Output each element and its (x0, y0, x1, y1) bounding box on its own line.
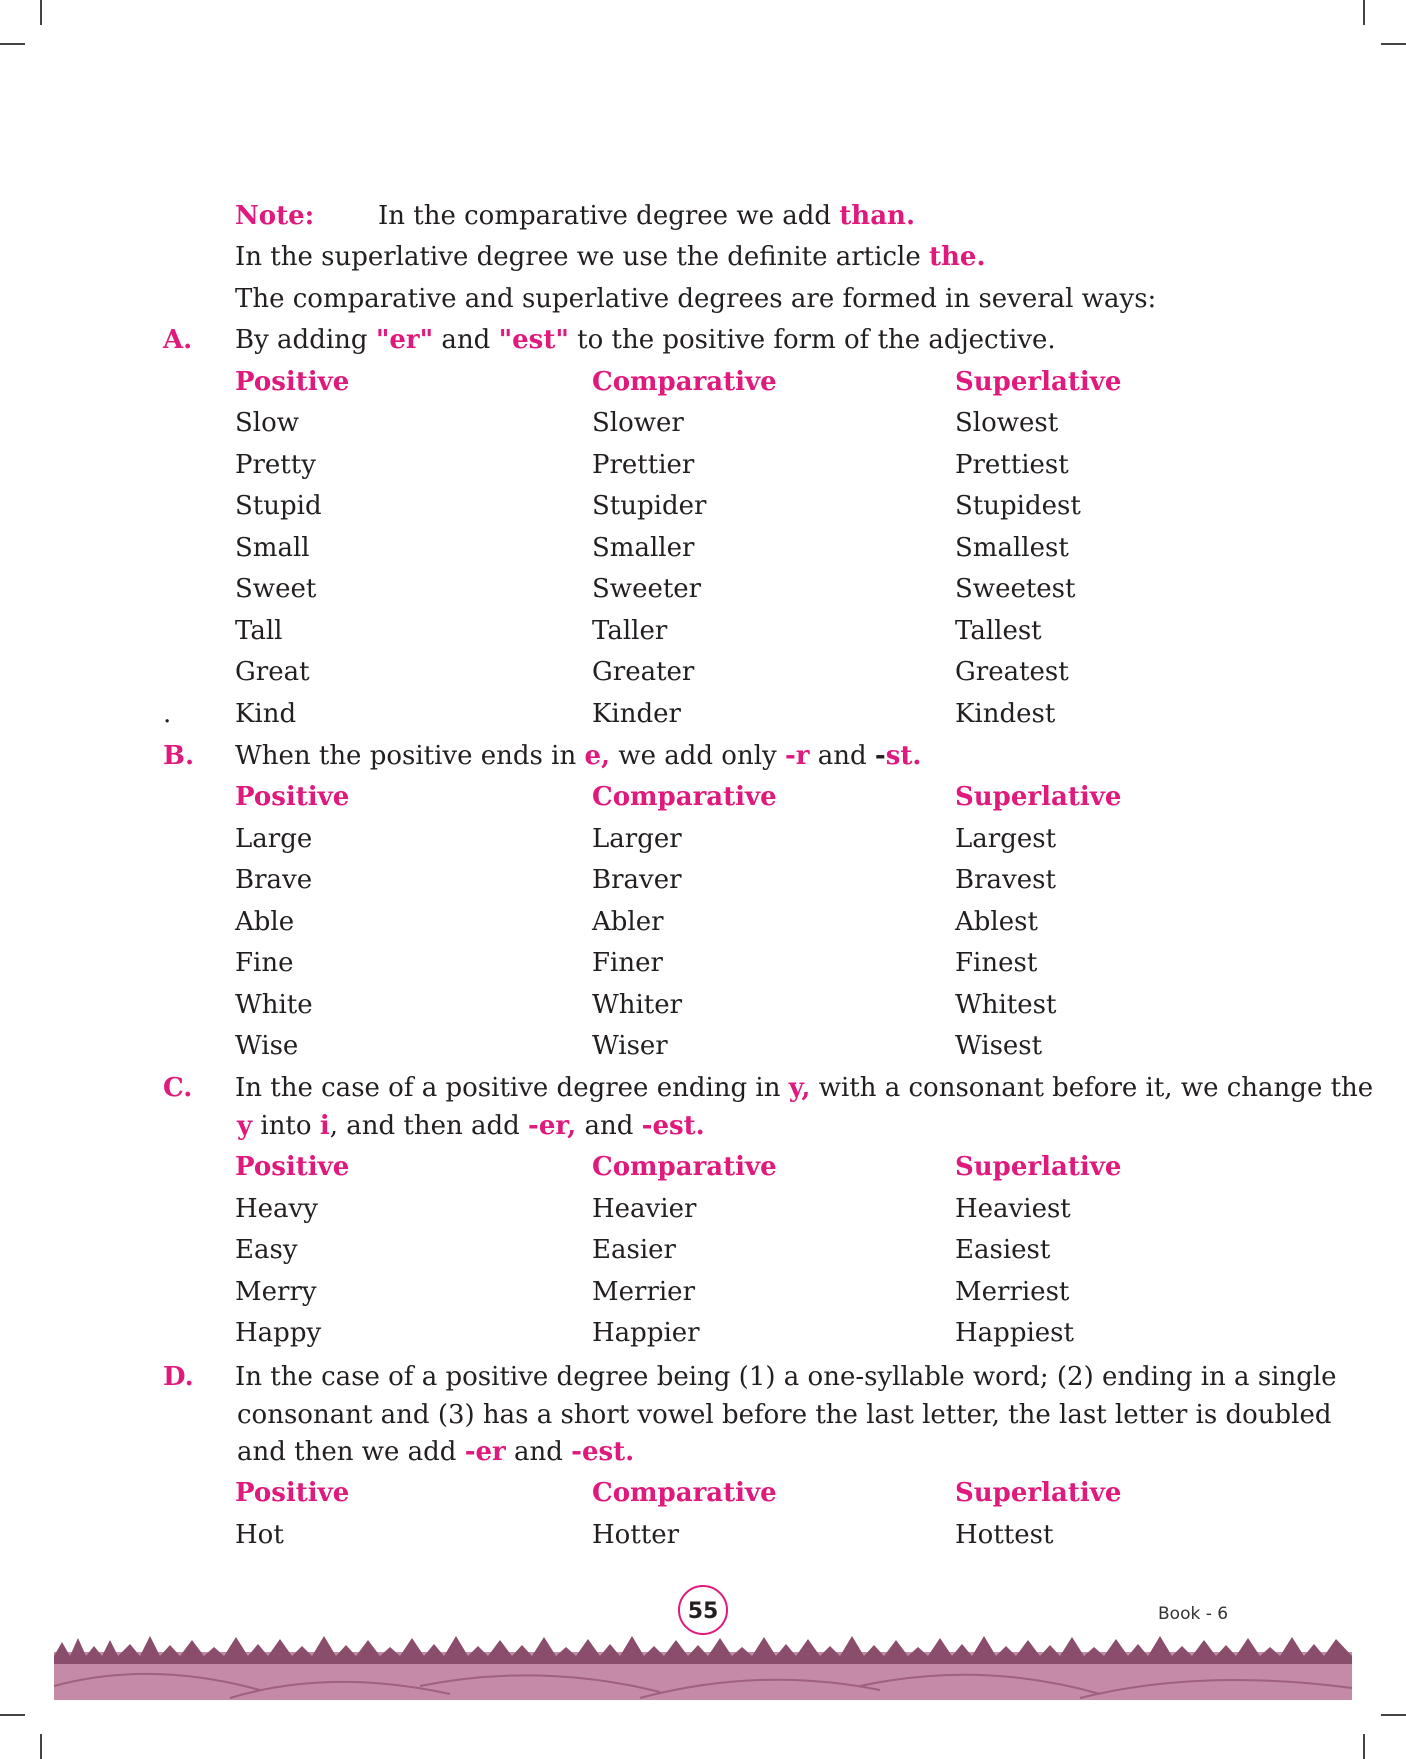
note-label: Note: (235, 201, 315, 231)
crop-mark-top-right-v (1363, 0, 1365, 25)
positive-word: Great (235, 657, 310, 687)
table-row (0, 445, 1406, 486)
section-c-marker: C. (163, 1073, 193, 1103)
section-c-heading-line-1: C. In the case of a positive degree ending in y, with a consonant before it, we change the (0, 1068, 1406, 1109)
positive-word: Hot (235, 1520, 284, 1550)
section-b-marker: B. (163, 741, 195, 771)
crop-mark-top-right-h (1381, 43, 1406, 45)
superlative-word: Easiest (955, 1235, 1051, 1265)
table-row (0, 403, 1406, 444)
header-positive: Positive (235, 782, 350, 812)
superlative-word: Heaviest (955, 1194, 1071, 1224)
crop-mark-bottom-left-v (40, 1734, 42, 1759)
positive-word: Large (235, 824, 313, 854)
crop-mark-bottom-right-v (1363, 1734, 1365, 1759)
table-row (0, 902, 1406, 943)
superlative-word: Ablest (955, 907, 1038, 937)
positive-word: Kind (235, 699, 297, 729)
comparative-word: Heavier (592, 1194, 697, 1224)
superlative-word: Sweetest (955, 574, 1076, 604)
comparative-word: Slower (592, 408, 684, 438)
superlative-word: Happiest (955, 1318, 1074, 1348)
table-row (0, 1515, 1406, 1556)
positive-word: Heavy (235, 1194, 318, 1224)
positive-word: Tall (235, 616, 283, 646)
positive-word: Able (235, 907, 295, 937)
section-a-marker: A. (163, 325, 193, 355)
note-line-2 (0, 237, 1406, 278)
crop-mark-bottom-left-h (0, 1714, 25, 1716)
comparative-word: Whiter (592, 990, 683, 1020)
table-row (0, 1272, 1406, 1313)
comparative-word: Sweeter (592, 574, 702, 604)
comparative-word: Abler (592, 907, 664, 937)
note-line-3 (0, 279, 1406, 320)
section-d-marker: D. (163, 1362, 194, 1392)
header-superlative: Superlative (955, 367, 1122, 397)
table-row (0, 486, 1406, 527)
section-d-heading-line-3: and then we add -er and -est. (237, 1437, 635, 1467)
header-comparative: Comparative (592, 1152, 777, 1182)
positive-word: Wise (235, 1031, 299, 1061)
comparative-word: Finer (592, 948, 663, 978)
section-b-heading: B. When the positive ends in e, we add only -r and -st. (0, 736, 1406, 777)
section-a-heading: A. By adding "er" and "est" to the positive form of the adjective. (0, 320, 1406, 361)
crop-mark-bottom-right-h (1381, 1714, 1406, 1716)
header-comparative: Comparative (592, 1478, 777, 1508)
superlative-word: Greatest (955, 657, 1069, 687)
stray-dot: . (163, 699, 172, 729)
table-row (0, 528, 1406, 569)
positive-word: Happy (235, 1318, 322, 1348)
positive-word: Pretty (235, 450, 316, 480)
superlative-word: Bravest (955, 865, 1056, 895)
comparative-word: Happier (592, 1318, 700, 1348)
book-label: Book - 6 (1158, 1604, 1229, 1624)
superlative-word: Whitest (955, 990, 1057, 1020)
comparative-word: Kinder (592, 699, 681, 729)
note-em-than: than. (839, 201, 915, 231)
table-row (0, 819, 1406, 860)
comparative-word: Stupider (592, 491, 707, 521)
comparative-word: Hotter (592, 1520, 680, 1550)
em-est: "est" (498, 325, 569, 355)
table-row (0, 694, 1406, 735)
positive-word: Small (235, 533, 310, 563)
note-line-1 (0, 196, 1406, 237)
table-row (0, 569, 1406, 610)
positive-word: Merry (235, 1277, 317, 1307)
comparative-word: Easier (592, 1235, 676, 1265)
page-number-badge: 55 (678, 1585, 728, 1635)
superlative-word: Largest (955, 824, 1057, 854)
superlative-word: Merriest (955, 1277, 1070, 1307)
section-d-heading-line-1: D. In the case of a positive degree being (1) a one-syllable word; (2) ending in a single (0, 1357, 1406, 1398)
comparative-word: Prettier (592, 450, 695, 480)
positive-word: Slow (235, 408, 300, 438)
table-row (0, 1230, 1406, 1271)
superlative-word: Prettiest (955, 450, 1069, 480)
comparative-word: Taller (592, 616, 668, 646)
header-superlative: Superlative (955, 1152, 1122, 1182)
comparative-word: Greater (592, 657, 695, 687)
superlative-word: Tallest (955, 616, 1042, 646)
section-a-header-row (0, 362, 1406, 403)
table-row (0, 860, 1406, 901)
crop-mark-top-left-v (40, 0, 42, 25)
positive-word: White (235, 990, 313, 1020)
superlative-word: Stupidest (955, 491, 1081, 521)
table-row (0, 943, 1406, 984)
comparative-word: Smaller (592, 533, 695, 563)
superlative-word: Wisest (955, 1031, 1043, 1061)
superlative-word: Kindest (955, 699, 1056, 729)
section-b-header-row (0, 777, 1406, 818)
positive-word: Easy (235, 1235, 298, 1265)
header-comparative: Comparative (592, 367, 777, 397)
note-text-2: In the superlative degree we use the definite article (235, 242, 929, 272)
section-c-heading-line-2: y into i, and then add -er, and -est. (237, 1111, 705, 1141)
superlative-word: Finest (955, 948, 1038, 978)
positive-word: Stupid (235, 491, 322, 521)
section-c-header-row (0, 1147, 1406, 1188)
comparative-word: Larger (592, 824, 682, 854)
header-superlative: Superlative (955, 1478, 1122, 1508)
header-positive: Positive (235, 367, 350, 397)
positive-word: Fine (235, 948, 294, 978)
section-d-heading-line-2: consonant and (3) has a short vowel before the last letter, the last letter is doubled (237, 1400, 1332, 1430)
note-text-1: In the comparative degree we add (378, 201, 840, 231)
superlative-word: Smallest (955, 533, 1069, 563)
note-em-the: the. (928, 242, 986, 272)
table-row (0, 1313, 1406, 1354)
comparative-word: Merrier (592, 1277, 695, 1307)
comparative-word: Wiser (592, 1031, 668, 1061)
em-er: "er" (375, 325, 434, 355)
superlative-word: Slowest (955, 408, 1059, 438)
header-comparative: Comparative (592, 782, 777, 812)
superlative-word: Hottest (955, 1520, 1054, 1550)
table-row (0, 985, 1406, 1026)
positive-word: Brave (235, 865, 313, 895)
crop-mark-top-left-h (0, 43, 25, 45)
comparative-word: Braver (592, 865, 682, 895)
tree-line (54, 1636, 1352, 1664)
header-superlative: Superlative (955, 782, 1122, 812)
table-row (0, 1189, 1406, 1230)
table-row (0, 1026, 1406, 1067)
table-row (0, 652, 1406, 693)
note-text-3: The comparative and superlative degrees are formed in several ways: (235, 284, 1157, 314)
section-d-header-row (0, 1473, 1406, 1514)
header-positive: Positive (235, 1478, 350, 1508)
positive-word: Sweet (235, 574, 317, 604)
header-positive: Positive (235, 1152, 350, 1182)
table-row (0, 611, 1406, 652)
